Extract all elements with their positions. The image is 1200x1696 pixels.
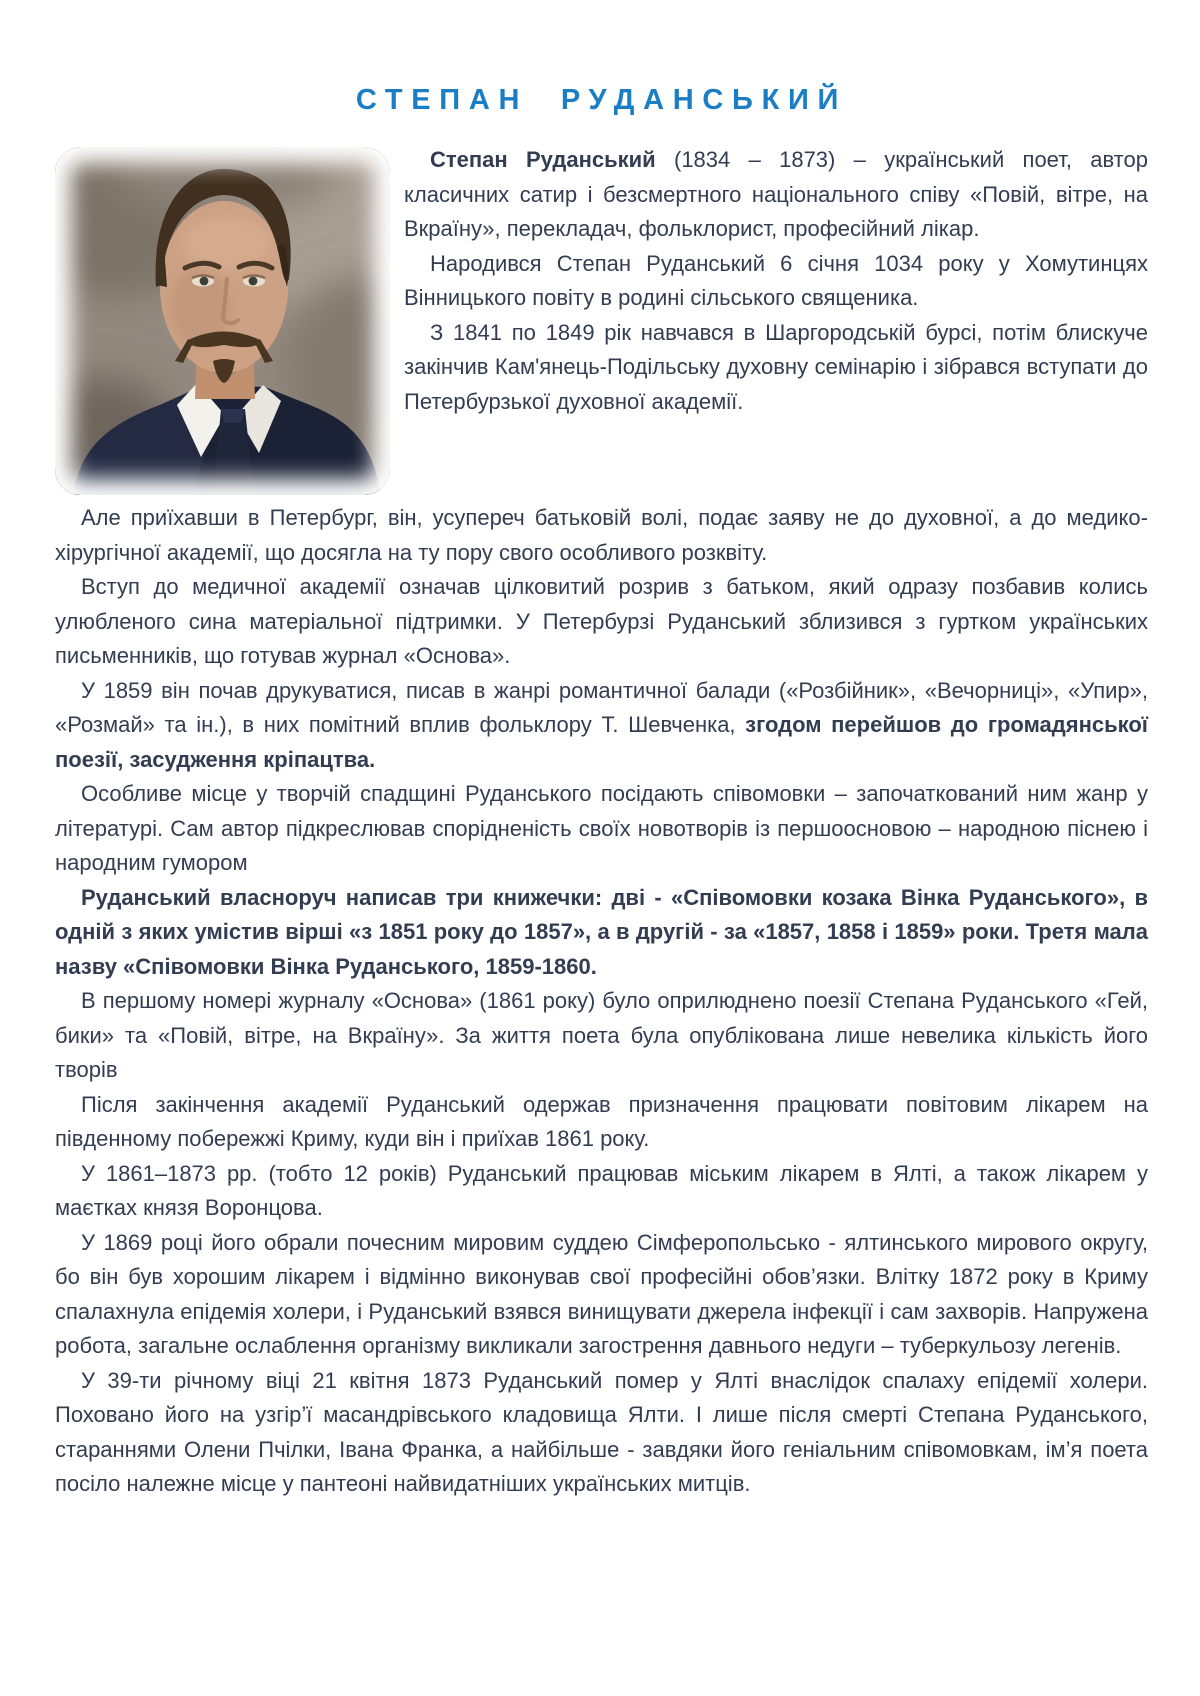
body-text xyxy=(55,501,1148,1502)
portrait-illustration xyxy=(55,147,390,495)
portrait-photo xyxy=(55,147,390,495)
paragraph-study: З 1841 по 1849 рік навчався в Шаргородській бурсі, потім блискуче закінчив Кам'янець-Подільську духовну семінарію і зібрався вступати до Петербурзької духовної академії. xyxy=(404,319,1148,414)
intro-lead-rest: (1834 – 1873) – український поет, автор класичних сатир і безсмертного національного співу «Повій, вітре, на Вкраїну», перекладач, фольклорист, професійний лікар. xyxy=(404,147,1148,241)
intro-text-column xyxy=(404,143,1148,419)
paragraph-spivomovky: Особливе місце у творчій спадщині Руданського посідають співомовки – започаткований ним жанр у літературі. Сам автор підкреслював спорідненість своїх новотворів із першоосновою – народною піснею і народним гумором xyxy=(55,781,1148,875)
paragraph-medical: Вступ до медичної академії означав цілковитий розрив з батьком, який одразу позбавив колись улюбленого сина матеріальної підтримки. У Петербурзі Руданський зблизився з гуртком українських письменників, що готував журнал «Основа». xyxy=(55,574,1148,668)
paragraph-print-normal: У 1859 він почав друкуватися, писав в жанрі романтичної балади («Розбійник», «Вечорниці», «Упир», «Розмай» та ін.), в них помітний вплив фольклору Т. Шевченка, xyxy=(55,677,1148,737)
paragraph-print-bold: згодом перейшов до громадянської поезії, засудження кріпацтва. xyxy=(55,712,1148,772)
paragraph-yalta: У 1861–1873 рр. (тобто 12 років) Руданський працював міським лікарем в Ялті, а також лікарем у маєтках князя Воронцова. xyxy=(55,1160,1148,1220)
intro-section xyxy=(55,143,1148,501)
paragraph-arrival: Але приїхавши в Петербург, він, усупереч батьковій волі, подає заяву не до духовної, а до медико-хірургічної академії, що досягла на ту пору свого особливого розквіту. xyxy=(55,505,1148,565)
page-title: СТЕПАН РУДАНСЬКИЙ xyxy=(355,84,848,116)
paragraph-books: Руданський власноруч написав три книжечки: дві - «Співомовки козака Вінка Руданського», в одній з яких умістив вірші «з 1851 року до 1857», а в другій - за «1857, 1858 і 1859» роки. Третя мала назву «Співомовки Вінка Руданського, 1859-1860. xyxy=(55,884,1148,979)
paragraph-judge: У 1869 році його обрали почесним мировим суддею Сімферопольсько - ялтинського мирового округу, бо він був хорошим лікарем і відмінно виконував свої професійні обов’язки. Влітку 1872 року в Криму спалахнула епідемія холери, і Руданський взявся винищувати джерела інфекції і сам захворів. Напружена робота, загальне ослаблення організму викликали загострення давнього недуги – туберкульозу легенів. xyxy=(55,1229,1148,1358)
paragraph-intro xyxy=(404,143,1148,247)
paragraph-death: У 39-ти річному віці 21 квітня 1873 Руданський помер у Ялті внаслідок спалаху епідемії холери. Поховано його на узгір’ї масандрівського кладовища Ялти. І лише після смерті Степана Руданського, стараннями Олени Пчілки, Івана Франка, а найбільше - завдяки його геніальним співомовкам, ім’я поета посіло належне місце у пантеоні найвидатніших українських митців. xyxy=(55,1367,1148,1496)
paragraph-birth: Народився Степан Руданський 6 січня 1034 року у Хомутинцях Вінницького повіту в родині сільського священика. xyxy=(404,250,1148,310)
paragraph-print xyxy=(55,674,1148,778)
paragraph-after-academy: Після закінчення академії Руданський одержав призначення працювати повітовим лікарем на південному побережжі Криму, куди він і приїхав 1861 року. xyxy=(55,1091,1148,1151)
paragraph-osnova: В першому номері журналу «Основа» (1861 року) було оприлюднено поезії Степана Руданського «Гей, бики» та «Повій, вітре, на Вкраїну». За життя поета була опублікована лише невелика кількість його творів xyxy=(55,988,1148,1082)
person-name: Степан Руданський xyxy=(430,147,656,172)
